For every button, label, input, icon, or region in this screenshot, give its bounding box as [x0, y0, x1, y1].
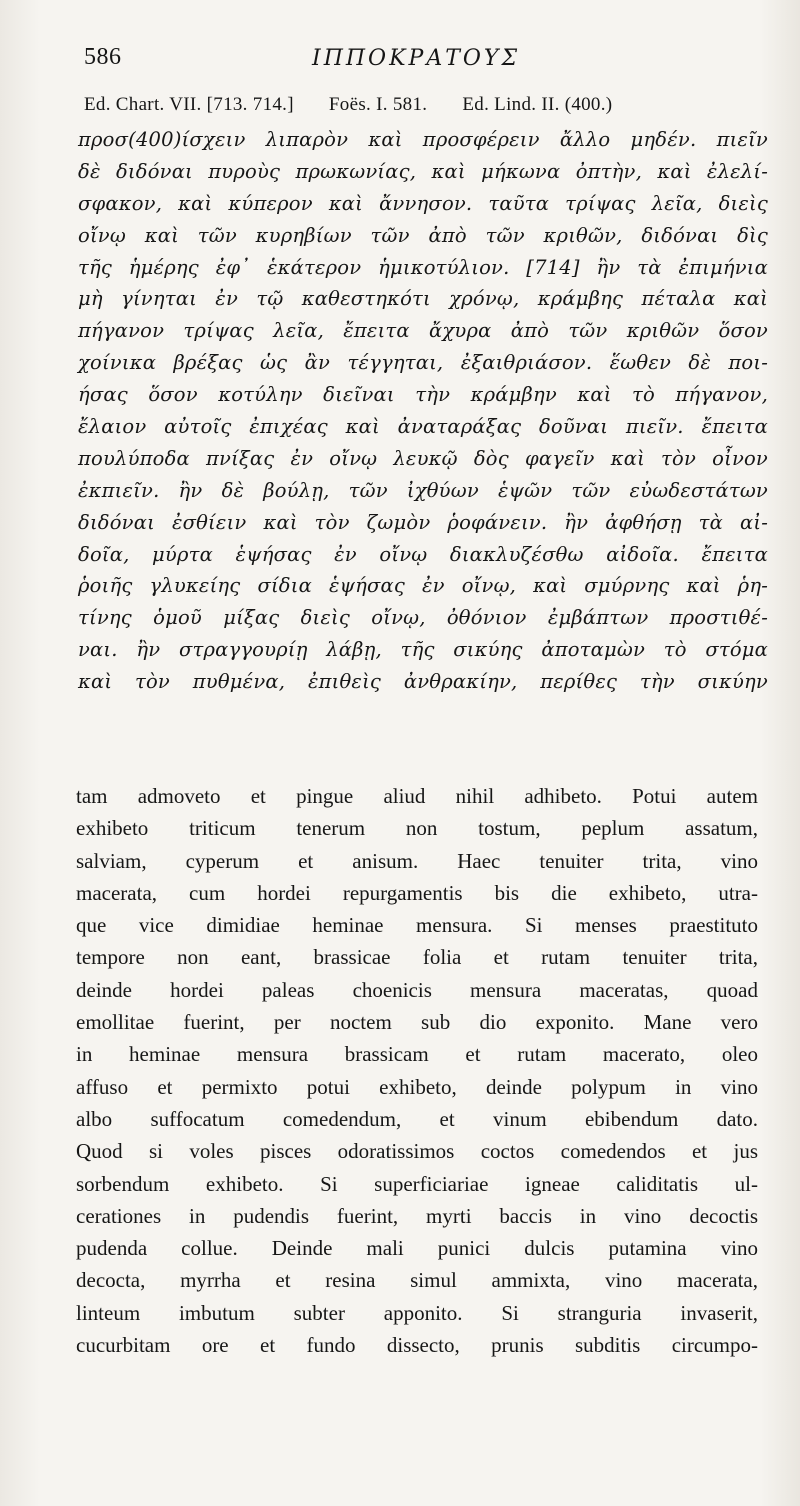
greek-line: μὴ γίνηται ἐν τῷ καθεστηκότι χρόνῳ, κράμβης πέταλα καὶ [78, 287, 768, 311]
latin-line: Quod si voles pisces odoratissimos coctos comedendos et jus [76, 1139, 758, 1164]
greek-line: ἔλαιον αὐτοῖς ἐπιχέας καὶ ἀναταράξας δοῦναι πιεῖν. ἔπειτα [78, 415, 768, 439]
latin-line: tempore non eant, brassicae folia et rutam tenuiter trita, [76, 945, 758, 970]
greek-line: τίνης ὁμοῦ μίξας διεὶς οἴνῳ, ὀθόνιον ἐμβάπτων προστιθέ- [78, 606, 768, 630]
greek-line: οἴνῳ καὶ τῶν κυρηβίων τῶν ἀπὸ τῶν κριθῶν, διδόναι δὶς [78, 223, 768, 247]
latin-line: sorbendum exhibeto. Si superficiariae igneae caliditatis ul- [76, 1171, 758, 1196]
latin-line: linteum imbutum subter apponito. Si stranguria invaserit, [76, 1300, 758, 1325]
latin-line: affuso et permixto potui exhibeto, deinde polypum in vino [76, 1074, 758, 1099]
latin-text-block [76, 780, 758, 1361]
greek-line: σφακον, καὶ κύπερον καὶ ἄννησον. ταῦτα τρίψας λεῖα, διεὶς [78, 191, 768, 215]
greek-line: ἐκπιεῖν. ἢν δὲ βούλῃ, τῶν ἰχθύων ἑψῶν τῶν εὐωδεστάτων [78, 478, 768, 502]
greek-line: καὶ τὸν πυθμένα, ἐπιθεὶς ἀνθρακίην, περίθες τὴν σικύην [78, 670, 768, 694]
latin-line: albo suffocatum comedendum, et vinum ebibendum dato. [76, 1106, 758, 1131]
greek-line: ήσας ὅσον κοτύλην διεῖναι τὴν κράμβην καὶ τὸ πήγανον, [78, 383, 768, 407]
linden-edition-ref: Ed. Lind. II. (400.) [462, 94, 613, 115]
chartier-edition-ref: Ed. Chart. VII. [713. 714.] [84, 94, 294, 115]
latin-line: pudenda collue. Deinde mali punici dulcis putamina vino [76, 1236, 758, 1261]
greek-line: πήγανον τρίψας λεῖα, ἔπειτα ἄχυρα ἀπὸ τῶν κριθῶν ὅσον [78, 319, 768, 343]
latin-line: tam admoveto et pingue aliud nihil adhibeto. Potui autem [76, 784, 758, 808]
page-header [84, 44, 764, 84]
greek-line: πουλύποδα πνίξας ἐν οἴνῳ λευκῷ δὸς φαγεῖν καὶ τὸν οἶνον [78, 446, 768, 470]
greek-text-block [78, 124, 768, 698]
foes-edition-ref: Foës. I. 581. [328, 94, 428, 115]
greek-line: διδόναι ἐσθίειν καὶ τὸν ζωμὸν ῥοφάνειν. ἢν ἀφθήσῃ τὰ αἰ- [78, 510, 768, 534]
edition-reference-line [84, 94, 774, 116]
latin-line: deinde hordei paleas choenicis mensura maceratas, quoad [76, 977, 758, 1002]
latin-line: cerationes in pudendis fuerint, myrti baccis in vino decoctis [76, 1203, 758, 1228]
latin-line: emollitae fuerint, per noctem sub dio exponito. Mane vero [76, 1010, 758, 1035]
latin-line: decocta, myrrha et resina simul ammixta, vino macerata, [76, 1268, 758, 1293]
greek-line: ῥοιῆς γλυκείης σίδια ἑψήσας ἐν οἴνῳ, καὶ σμύρνης καὶ ῥη- [78, 574, 768, 598]
latin-line: macerata, cum hordei repurgamentis bis die exhibeto, utra- [76, 880, 758, 905]
running-title: ΙΠΠΟΚΡΑΤΟΥΣ [312, 46, 521, 71]
latin-line: cucurbitam ore et fundo dissecto, prunis subditis circumpo- [76, 1333, 758, 1358]
latin-line: exhibeto triticum tenerum non tostum, peplum assatum, [76, 816, 758, 841]
greek-line: δοῖα, μύρτα ἑψήσας ἐν οἴνῳ διακλυζέσθω αἰδοῖα. ἔπειτα [78, 542, 768, 566]
greek-line: χοίνικα βρέξας ὡς ἂν τέγγηται, ἐξαιθριάσον. ἕωθεν δὲ ποι- [78, 351, 768, 375]
latin-line: que vice dimidiae heminae mensura. Si menses praestituto [76, 913, 758, 938]
greek-line: δὲ διδόναι πυροὺς πρωκωνίας, καὶ μήκωνα ὀπτὴν, καὶ ἐλελί- [78, 159, 768, 183]
latin-line: salviam, cyperum et anisum. Haec tenuiter trita, vino [76, 848, 758, 873]
latin-line: in heminae mensura brassicam et rutam macerato, oleo [76, 1042, 758, 1067]
greek-line: ναι. ἢν στραγγουρίῃ λάβῃ, τῆς σικύης ἀποταμὼν τὸ στόμα [78, 638, 768, 662]
page-number: 586 [84, 44, 122, 70]
greek-line: τῆς ἡμέρης ἐφ᾽ ἑκάτερον ἡμικοτύλιον. [714] ἢν τὰ ἐπιμήνια [78, 255, 768, 279]
greek-line: προσ(400)ίσχειν λιπαρὸν καὶ προσφέρειν ἄλλο μηδέν. πιεῖν [78, 128, 768, 151]
